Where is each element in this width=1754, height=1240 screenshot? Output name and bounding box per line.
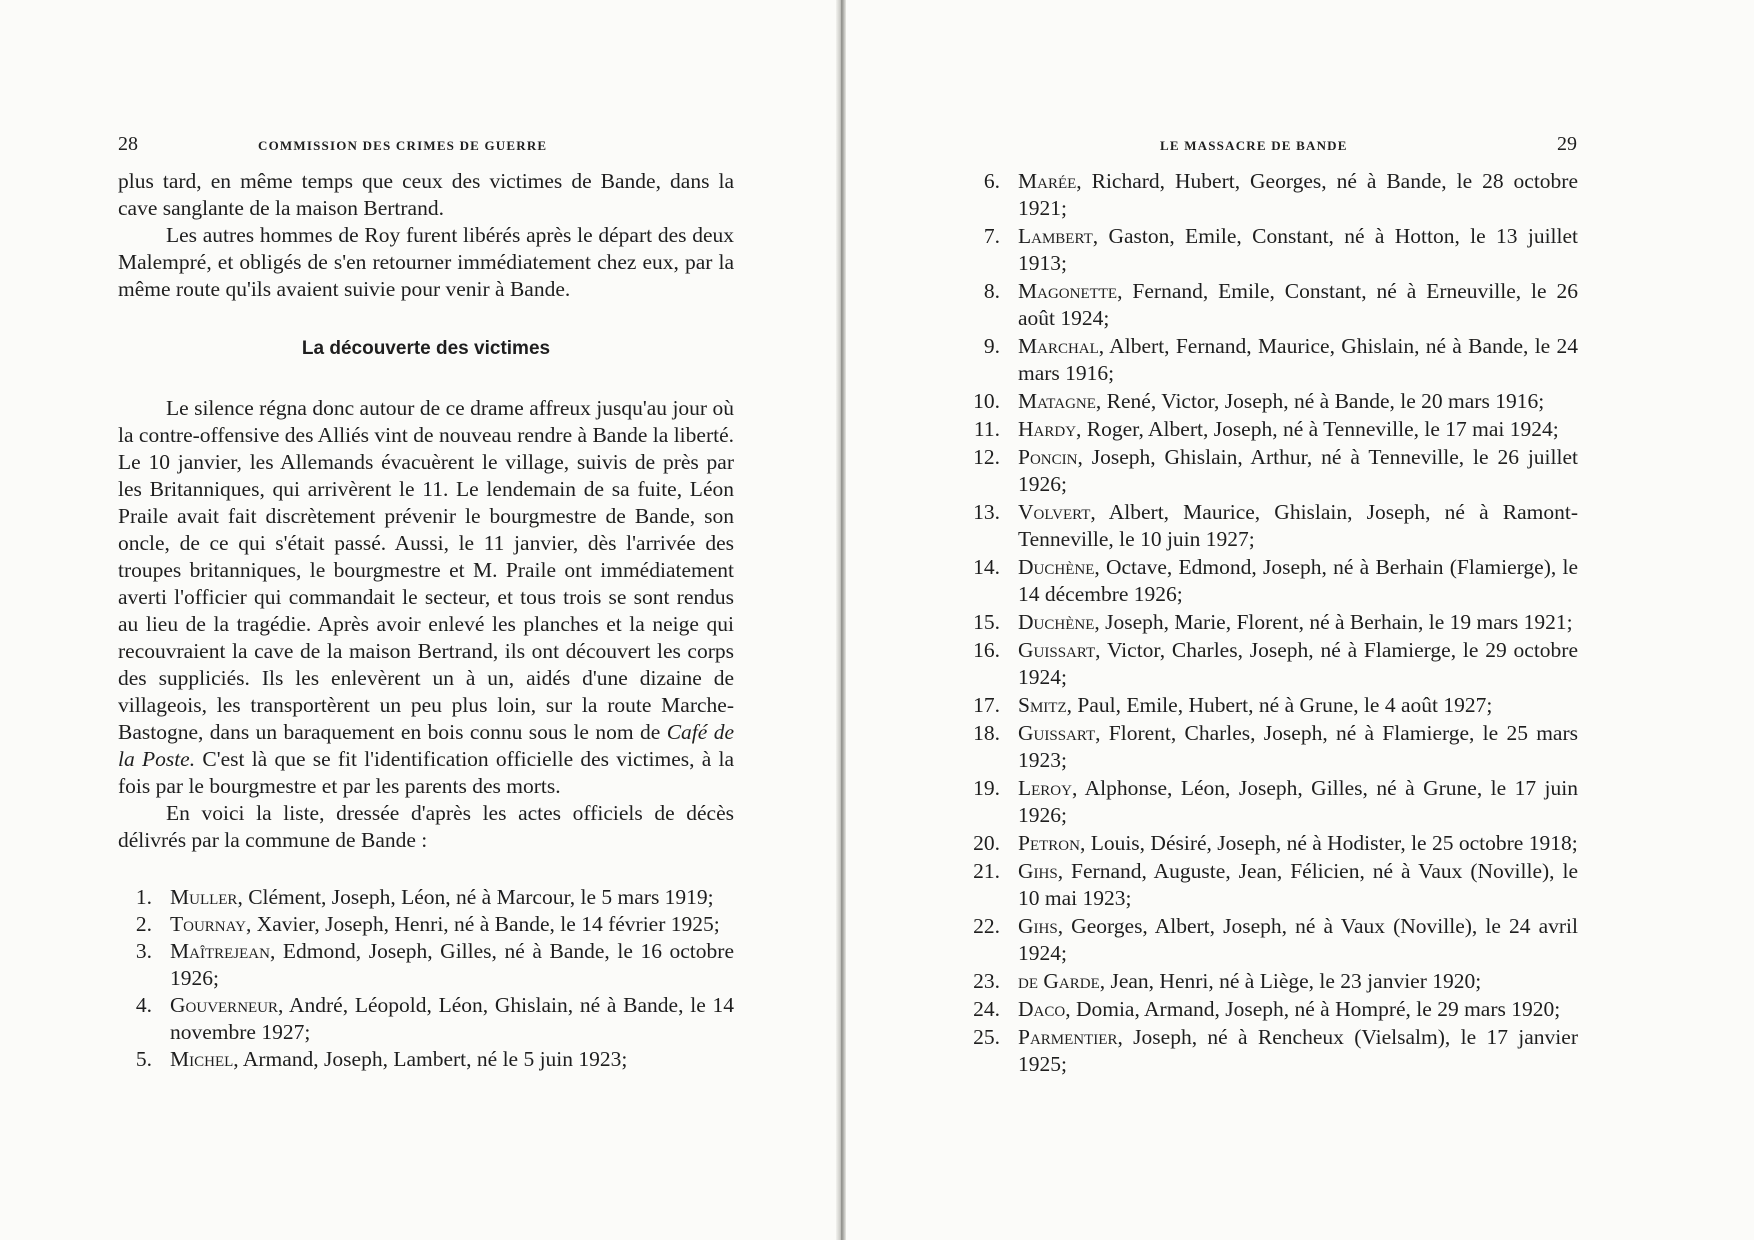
list-number: 17. (973, 693, 1000, 717)
victim-surname: Leroy (1018, 776, 1072, 800)
victim-surname: Marchal (1018, 334, 1099, 358)
list-number: 22. (973, 914, 1000, 938)
victim-list (118, 884, 734, 1073)
victim-details: , Gaston, Emile, Constant, né à Hotton, le 13 juillet 1913; (1018, 224, 1578, 275)
paragraph: Les autres hommes de Roy furent libérés après le départ des deux Malempré, et obligés de s'en retourner immédiatement chez eux, par la même route qu'ils avaient suivie pour venir à Bande. (118, 223, 734, 301)
victim-details: , Roger, Albert, Joseph, né à Tenneville, le 17 mai 1924; (1076, 417, 1559, 441)
list-number: 7. (983, 224, 1000, 248)
list-item (966, 278, 1578, 332)
list-number: 14. (973, 555, 1000, 579)
list-item (966, 775, 1578, 829)
list-number: 6. (983, 169, 1000, 193)
victim-surname: Matagne (1018, 389, 1096, 413)
paragraph-text: C'est là que se fit l'identification officielle des victimes, à la fois par le bourgmestre et par les parents des morts. (118, 747, 735, 798)
victim-surname: Hardy (1018, 417, 1077, 441)
victim-details: , Albert, Maurice, Ghislain, Joseph, né à Ramont-Tenneville, le 10 juin 1927; (1018, 500, 1578, 551)
list-item (118, 1046, 734, 1073)
list-number: 5. (135, 1047, 152, 1071)
victim-surname: Gihs (1018, 914, 1058, 938)
list-item (966, 444, 1578, 498)
list-item (118, 884, 734, 911)
list-number: 12. (973, 445, 1000, 469)
victim-details: , André, Léopold, Léon, Ghislain, né à Bande, le 14 novembre 1927; (170, 993, 734, 1044)
list-number: 8. (983, 279, 1000, 303)
victim-details: , Paul, Emile, Hubert, né à Grune, le 4 août 1927; (1066, 693, 1493, 717)
victim-surname: Volvert (1018, 500, 1091, 524)
victim-surname: de Garde (1018, 969, 1100, 993)
list-number: 16. (973, 638, 1000, 662)
list-item (966, 554, 1578, 608)
page-number: 28 (118, 133, 138, 155)
list-number: 13. (973, 500, 1000, 524)
victim-surname: Gihs (1018, 859, 1058, 883)
victim-surname: Duchène (1018, 555, 1095, 579)
paragraph-text: Le silence régna donc autour de ce drame affreux jusqu'au jour où la contre-offensive des Alliés vint de nouveau rendre à Bande la liberté. Le 10 janvier, les Allemands évacuèrent le village, suivis de près par les Britanniques, qui arrivèrent le 11. Le lendemain de sa fuite, Léon Praile avait fait discrètement prévenir le bourgmestre de Bande, son oncle, de ce qui s'était passé. Aussi, le 11 janvier, dès l'arrivée des troupes britanniques, le bourgmestre et M. Praile ont immédiatement averti l'officier qui commandait le secteur, et tous trois se sont rendus au lieu de la tragédie. Après avoir enlevé les planches et la neige qui recouvraient la cave de la maison Bertrand, ils ont découvert les corps des suppliciés. Ils les enlevèrent un à un, aidés d'une dizaine de villageois, les transportèrent un peu plus loin, sur la route Marche-Bastogne, dans un baraquement en bois connu sous le nom de (118, 396, 734, 744)
list-number: 10. (973, 389, 1000, 413)
list-item (966, 223, 1578, 277)
right-page-body (966, 168, 1578, 1079)
list-item (966, 913, 1578, 967)
victim-surname: Gouverneur (170, 993, 279, 1017)
victim-surname: Poncin (1018, 445, 1078, 469)
list-item (118, 938, 734, 992)
victim-details: , Joseph, Ghislain, Arthur, né à Tenneville, le 26 juillet 1926; (1018, 445, 1578, 496)
list-number: 15. (973, 610, 1000, 634)
section-title: La découverte des victimes (301, 338, 551, 359)
right-page (846, 0, 1754, 1240)
list-item (966, 168, 1578, 222)
victim-surname: Smitz (1018, 693, 1067, 717)
paragraph: plus tard, en même temps que ceux des victimes de Bande, dans la cave sanglante de la maison Bertrand. (118, 169, 734, 220)
victim-surname: Daco (1018, 997, 1066, 1021)
list-item (966, 692, 1578, 719)
victim-details: , Joseph, Marie, Florent, né à Berhain, le 19 mars 1921; (1094, 610, 1573, 634)
victim-details: , Armand, Joseph, Lambert, né le 5 juin 1923; (233, 1047, 628, 1071)
victim-surname: Michel (170, 1047, 234, 1071)
list-item (118, 911, 734, 938)
victim-details: , Fernand, Emile, Constant, né à Erneuville, le 26 août 1924; (1018, 279, 1578, 330)
victim-details: , Victor, Charles, Joseph, né à Flamierge, le 29 octobre 1924; (1018, 638, 1578, 689)
list-number: 20. (973, 831, 1000, 855)
list-number: 23. (973, 969, 1000, 993)
list-number: 24. (973, 997, 1000, 1021)
victim-details: , Fernand, Auguste, Jean, Félicien, né à Vaux (Noville), le 10 mai 1923; (1018, 859, 1578, 910)
victim-list (966, 168, 1578, 1078)
book-gutter (836, 0, 846, 1240)
victim-surname: Marée (1018, 169, 1077, 193)
victim-surname: Magonette (1018, 279, 1118, 303)
list-number: 18. (973, 721, 1000, 745)
victim-details: , Octave, Edmond, Joseph, né à Berhain (Flamierge), le 14 décembre 1926; (1018, 555, 1578, 606)
list-number: 2. (135, 912, 152, 936)
victim-details: , Edmond, Joseph, Gilles, né à Bande, le 16 octobre 1926; (170, 939, 734, 990)
list-number: 25. (973, 1025, 1000, 1049)
victim-surname: Guissart (1018, 721, 1096, 745)
list-item (966, 720, 1578, 774)
list-item (966, 637, 1578, 691)
running-head: LE MASSACRE DE BANDE (1160, 138, 1348, 153)
list-item (966, 830, 1578, 857)
list-item (966, 609, 1578, 636)
victim-surname: Duchène (1018, 610, 1095, 634)
list-number: 9. (983, 334, 1000, 358)
list-number: 11. (973, 417, 1000, 441)
victim-details: , Jean, Henri, né à Liège, le 23 janvier 1920; (1099, 969, 1482, 993)
list-number: 1. (135, 885, 152, 909)
list-number: 4. (135, 993, 152, 1017)
victim-details: , Richard, Hubert, Georges, né à Bande, le 28 octobre 1921; (1018, 169, 1578, 220)
victim-surname: Lambert (1018, 224, 1093, 248)
victim-surname: Muller (170, 885, 238, 909)
victim-details: , Louis, Désiré, Joseph, né à Hodister, le 25 octobre 1918; (1079, 831, 1578, 855)
list-item (966, 388, 1578, 415)
list-number: 3. (135, 939, 152, 963)
victim-details: , Alphonse, Léon, Joseph, Gilles, né à Grune, le 17 juin 1926; (1018, 776, 1578, 827)
victim-details: , Albert, Fernand, Maurice, Ghislain, né à Bande, le 24 mars 1916; (1018, 334, 1578, 385)
list-item (966, 416, 1578, 443)
victim-surname: Maîtrejean (170, 939, 270, 963)
list-item (966, 1024, 1578, 1078)
victim-details: , Florent, Charles, Joseph, né à Flamierge, le 25 mars 1923; (1018, 721, 1578, 772)
victim-details: , Georges, Albert, Joseph, né à Vaux (Noville), le 24 avril 1924; (1018, 914, 1578, 965)
victim-details: , René, Victor, Joseph, né à Bande, le 20 mars 1916; (1095, 389, 1545, 413)
left-page (0, 0, 836, 1240)
victim-surname: Petron (1018, 831, 1080, 855)
list-item (966, 858, 1578, 912)
list-number: 19. (973, 776, 1000, 800)
victim-details: , Domia, Armand, Joseph, né à Hompré, le 29 mars 1920; (1065, 997, 1561, 1021)
paragraph: En voici la liste, dressée d'après les actes officiels de décès délivrés par la commune de Bande : (118, 801, 734, 852)
victim-surname: Tournay (170, 912, 246, 936)
list-number: 21. (973, 859, 1000, 883)
victim-surname: Guissart (1018, 638, 1096, 662)
list-item (966, 333, 1578, 387)
page-number: 29 (1557, 133, 1577, 155)
paragraph (118, 395, 734, 800)
list-item (966, 499, 1578, 553)
running-head: COMMISSION DES CRIMES DE GUERRE (258, 138, 548, 153)
victim-details: , Xavier, Joseph, Henri, né à Bande, le 14 février 1925; (245, 912, 720, 936)
list-item (118, 992, 734, 1046)
list-item (966, 996, 1578, 1023)
list-item (966, 968, 1578, 995)
victim-details: , Joseph, né à Rencheux (Vielsalm), le 17 janvier 1925; (1018, 1025, 1578, 1076)
left-page-body (118, 168, 734, 1073)
italic-place-name: Café de la Poste. (118, 720, 734, 771)
victim-surname: Parmentier (1018, 1025, 1118, 1049)
victim-details: , Clément, Joseph, Léon, né à Marcour, le 5 mars 1919; (237, 885, 714, 909)
